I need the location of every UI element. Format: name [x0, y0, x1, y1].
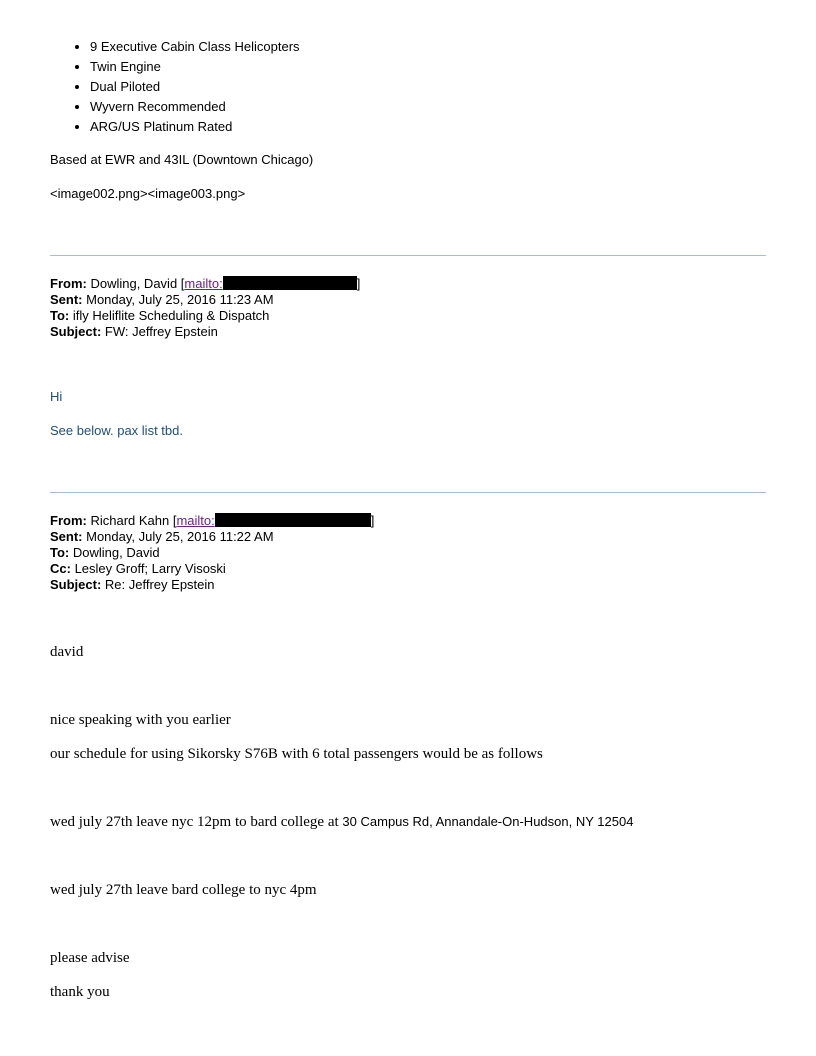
to-line	[50, 545, 374, 561]
from-line	[50, 513, 374, 529]
email1-header	[50, 276, 360, 340]
sent-line	[50, 529, 374, 545]
subject-label: Subject:	[50, 577, 102, 592]
cc-line	[50, 561, 374, 577]
sent-label: Sent:	[50, 292, 83, 307]
to-label: To:	[50, 308, 70, 323]
from-value: Richard Kahn [	[90, 513, 177, 528]
list-item: • Dual Piloted	[90, 77, 300, 97]
mailto-link[interactable]: mailto:	[176, 513, 215, 528]
email2-line: please advise	[50, 950, 130, 966]
subject-line	[50, 324, 360, 340]
cc-value: Lesley Groff; Larry Visoski	[74, 561, 226, 576]
email2-header	[50, 513, 374, 593]
close-bracket: ]	[370, 513, 375, 528]
email1-body: See below. pax list tbd.	[50, 423, 183, 438]
redacted-email	[215, 513, 371, 527]
sent-value: Monday, July 25, 2016 11:22 AM	[86, 529, 274, 544]
close-bracket: ]	[356, 276, 361, 291]
mailto-link[interactable]: mailto:	[184, 276, 223, 291]
to-value: ifly Heliflite Scheduling & Dispatch	[72, 308, 270, 323]
email2-signoff: thank you	[50, 984, 110, 1000]
separator-line	[50, 492, 766, 493]
to-line	[50, 308, 360, 324]
from-label: From:	[50, 276, 87, 291]
subject-value: Re: Jeffrey Epstein	[104, 577, 215, 592]
address: 30 Campus Rd, Annandale-On-Hudson, NY 12504	[342, 814, 634, 829]
redacted-email	[223, 276, 357, 290]
sent-value: Monday, July 25, 2016 11:23 AM	[86, 292, 274, 307]
email1-greeting: Hi	[50, 389, 63, 404]
to-label: To:	[50, 545, 70, 560]
list-item: • Wyvern Recommended	[90, 97, 300, 117]
feature-list	[50, 37, 300, 137]
schedule-leg-2: wed july 27th leave bard college to nyc 4pm	[50, 882, 317, 898]
cc-label: Cc:	[50, 561, 71, 576]
separator-line	[50, 255, 766, 256]
subject-value: FW: Jeffrey Epstein	[104, 324, 218, 339]
from-value: Dowling, David [	[90, 276, 185, 291]
sent-line	[50, 292, 360, 308]
email2-line: nice speaking with you earlier	[50, 712, 231, 728]
subject-line	[50, 577, 374, 593]
sent-label: Sent:	[50, 529, 83, 544]
from-label: From:	[50, 513, 87, 528]
email2-line: our schedule for using Sikorsky S76B with 6 total passengers would be as follows	[50, 746, 543, 762]
image-attachments-line: <image002.png><image003.png>	[50, 186, 246, 201]
list-item: • ARG/US Platinum Rated	[90, 117, 300, 137]
email2-line	[50, 813, 633, 831]
subject-label: Subject:	[50, 324, 102, 339]
email2-salutation: david	[50, 644, 84, 660]
from-line	[50, 276, 360, 292]
list-item: • Twin Engine	[90, 57, 300, 77]
based-at-line: Based at EWR and 43IL (Downtown Chicago)	[50, 152, 314, 167]
to-value: Dowling, David	[72, 545, 160, 560]
schedule-leg-1: wed july 27th leave nyc 12pm to bard college at	[50, 814, 343, 830]
list-item: • 9 Executive Cabin Class Helicopters	[90, 37, 300, 57]
